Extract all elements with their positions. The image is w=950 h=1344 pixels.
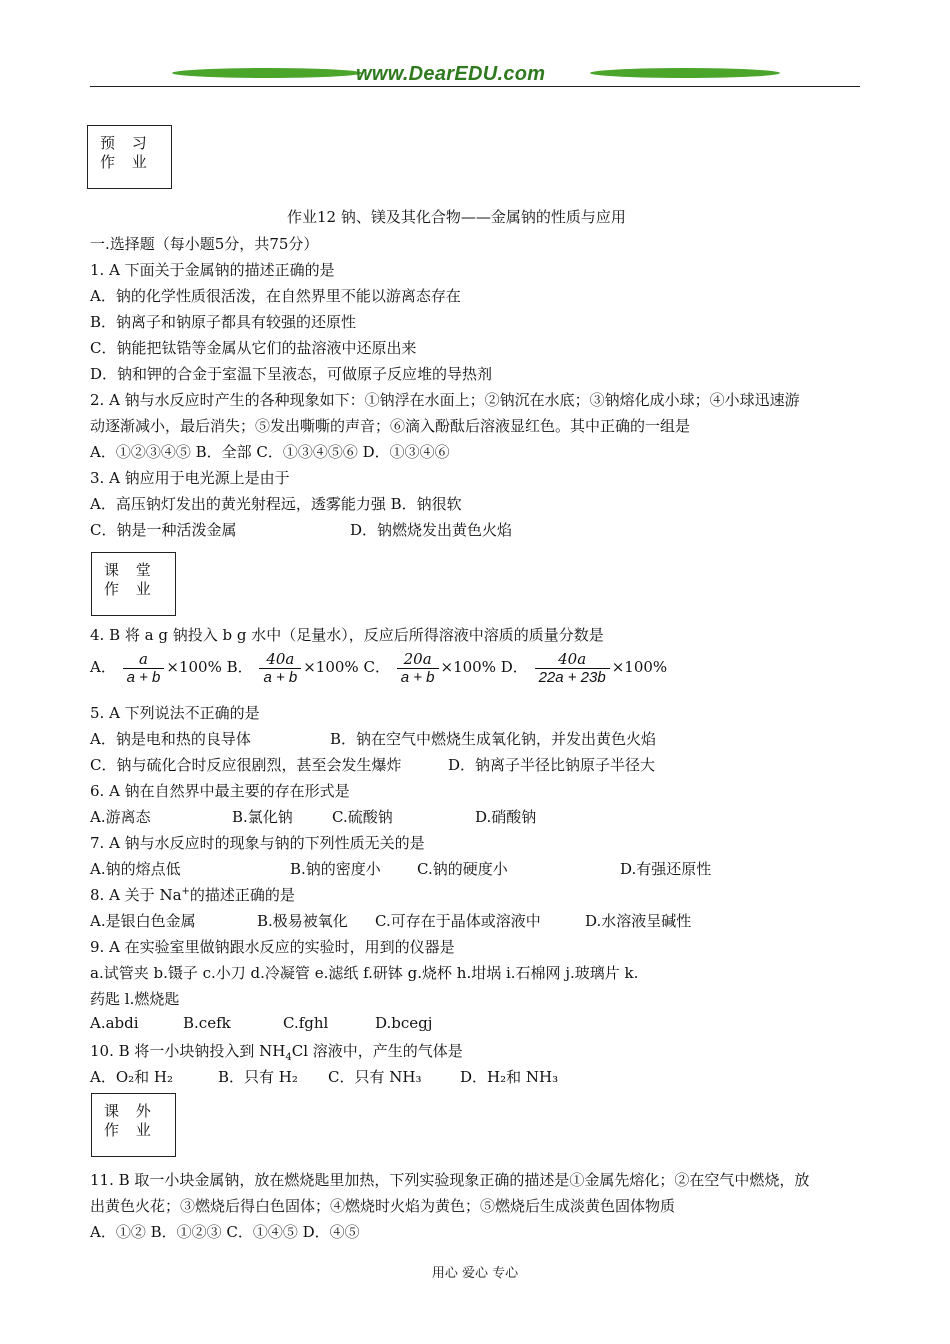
q1-stem: 1. A 下面关于金属钠的描述正确的是 (90, 261, 335, 279)
extra-box-line1: 课 外 (104, 1102, 157, 1120)
class-homework-box (91, 552, 176, 616)
q8-option-d: D.水溶液呈碱性 (585, 912, 692, 930)
q1-option-b: B．钠离子和钠原子都具有较强的还原性 (90, 313, 357, 331)
q7-option-c: C.钠的硬度小 (417, 860, 508, 878)
q10-stem-sub: 4 (285, 1052, 292, 1063)
q5-option-d: D．钠离子半径比钠原子半径大 (448, 756, 656, 774)
page-footer: 用心 爱心 专心 (431, 1266, 519, 1281)
header-rule (90, 86, 860, 87)
q8-option-a: A.是银白色金属 (90, 912, 196, 930)
q4-pct-c: ×100% (440, 658, 496, 676)
q1-option-a: A．钠的化学性质很活泼，在自然界里不能以游离态存在 (90, 287, 461, 305)
q9-items-line2: 药匙 l.燃烧匙 (90, 990, 180, 1008)
q5-option-c: C．钠与硫化合时反应很剧烈，甚至会发生爆炸 (90, 756, 402, 774)
q4-pct-d: ×100% (611, 658, 668, 676)
q8-stem-pre: 8. A 关于 Na (90, 886, 182, 904)
q10-stem-pre: 10. B 将一小块钠投入到 NH (90, 1042, 286, 1060)
q8-stem-post: 的描述正确的是 (189, 886, 295, 904)
q9-items-line1: a.试管夹 b.镊子 c.小刀 d.冷凝管 e.滤纸 f.研钵 g.烧杯 h.坩埚 i.石棉网 j.玻璃片 k. (90, 964, 639, 982)
q7-stem: 7. A 钠与水反应时的现象与钠的下列性质无关的是 (90, 834, 425, 852)
preview-homework-box (87, 125, 172, 189)
q4-num-a: a (123, 650, 165, 669)
q2-line1: 2. A 钠与水反应时产生的各种现象如下：①钠浮在水面上；②钠沉在水底；③钠熔化成小球；④小球迅速游 (90, 391, 800, 409)
q4-options (90, 650, 667, 686)
q1-option-d: D．钠和钾的合金于室温下呈液态，可做原子反应堆的导热剂 (90, 365, 493, 383)
q9-stem: 9. A 在实验室里做钠跟水反应的实验时，用到的仪器是 (90, 938, 455, 956)
q6-option-c: C.硫酸钠 (332, 808, 393, 826)
class-box-line2: 作 业 (104, 580, 157, 598)
q6-option-d: D.硝酸钠 (475, 808, 537, 826)
extra-box-line2: 作 业 (104, 1121, 157, 1139)
preview-box-line1: 预 习 (100, 134, 153, 152)
q6-option-b: B.氯化钠 (232, 808, 293, 826)
q8-option-c: C.可存在于晶体或溶液中 (375, 912, 541, 930)
class-box-line1: 课 堂 (104, 561, 157, 579)
q5-option-b: B．钠在空气中燃烧生成氧化钠，并发出黄色火焰 (330, 730, 657, 748)
q11-options: A．①② B．①②③ C．①④⑤ D．④⑤ (90, 1223, 360, 1241)
q4-pct-a: ×100% (166, 658, 222, 676)
q4-num-d: 40a (535, 650, 610, 669)
q8-stem (90, 884, 295, 905)
q4-den-a: a + b (126, 669, 161, 686)
q1-option-c: C．钠能把钛锆等金属从它们的盐溶液中还原出来 (90, 339, 417, 357)
q4-fraction-a (123, 650, 165, 686)
q4-label-a: A． (90, 658, 116, 676)
preview-box-line2: 作 业 (100, 153, 153, 171)
q6-stem: 6. A 钠在自然界中最主要的存在形式是 (90, 782, 350, 800)
q5-option-a: A．钠是电和热的良导体 (90, 730, 251, 748)
logo-leaf-right (590, 68, 780, 78)
q10-stem-post: Cl 溶液中，产生的气体是 (291, 1042, 463, 1060)
q4-stem: 4. B 将 a g 钠投入 b g 水中（足量水），反应后所得溶液中溶质的质量分数是 (90, 626, 604, 644)
q10-option-d: D．H₂和 NH₃ (460, 1068, 559, 1086)
q4-fraction-b (259, 650, 301, 686)
q10-stem (90, 1040, 463, 1063)
q9-option-b: B.cefk (183, 1014, 231, 1032)
q4-num-c: 20a (397, 650, 439, 669)
q7-option-a: A.钠的熔点低 (90, 860, 181, 878)
q4-den-d: 22a + 23b (538, 669, 606, 686)
q4-label-d: D． (500, 658, 528, 676)
q3-options-ab: A．高压钠灯发出的黄光射程远，透雾能力强 B．钠很软 (90, 495, 462, 513)
q4-label-c: C． (363, 658, 390, 676)
q3-stem: 3. A 钠应用于电光源上是由于 (90, 469, 290, 487)
q2-options: A．①②③④⑤ B．全部 C．①③④⑤⑥ D．①③④⑥ (90, 443, 450, 461)
site-logo[interactable]: www.DearEDU.com (356, 63, 546, 85)
logo-leaf-left (172, 68, 362, 78)
q10-option-b: B．只有 H₂ (218, 1068, 298, 1086)
q8-stem-sup: + (181, 886, 190, 897)
q9-option-d: D.bcegj (375, 1014, 433, 1032)
q7-option-d: D.有强还原性 (620, 860, 712, 878)
q10-option-c: C．只有 NH₃ (328, 1068, 422, 1086)
q4-fraction-d (535, 650, 610, 686)
q4-den-c: a + b (400, 669, 435, 686)
q4-fraction-c (397, 650, 439, 686)
q11-line2: 出黄色火花；③燃烧后得白色固体；④燃烧时火焰为黄色；⑤燃烧后生成淡黄色固体物质 (90, 1197, 676, 1215)
q5-stem: 5. A 下列说法不正确的是 (90, 704, 260, 722)
q9-option-a: A.abdi (90, 1014, 139, 1032)
q4-label-b: B． (226, 658, 253, 676)
q7-option-b: B.钠的密度小 (290, 860, 381, 878)
q3-option-d: D．钠燃烧发出黄色火焰 (350, 521, 513, 539)
q2-line2: 动逐渐减小，最后消失；⑤发出嘶嘶的声音；⑥滴入酚酞后溶液显红色。其中正确的一组是 (90, 417, 691, 435)
q9-option-c: C.fghl (283, 1014, 329, 1032)
section-heading: 一.选择题（每小题5分，共75分） (90, 235, 319, 253)
q4-num-b: 40a (259, 650, 301, 669)
q8-option-b: B.极易被氧化 (257, 912, 348, 930)
extra-homework-box (91, 1093, 176, 1157)
q6-option-a: A.游离态 (90, 808, 151, 826)
q4-pct-b: ×100% (303, 658, 359, 676)
q4-den-b: a + b (263, 669, 298, 686)
q11-line1: 11. B 取一小块金属钠，放在燃烧匙里加热，下列实验现象正确的描述是①金属先熔化；②在空气中燃烧，放 (90, 1171, 810, 1189)
q10-option-a: A．O₂和 H₂ (90, 1068, 174, 1086)
page-title: 作业12 钠、镁及其化合物——金属钠的性质与应用 (287, 208, 626, 226)
q3-option-c: C．钠是一种活泼金属 (90, 521, 237, 539)
